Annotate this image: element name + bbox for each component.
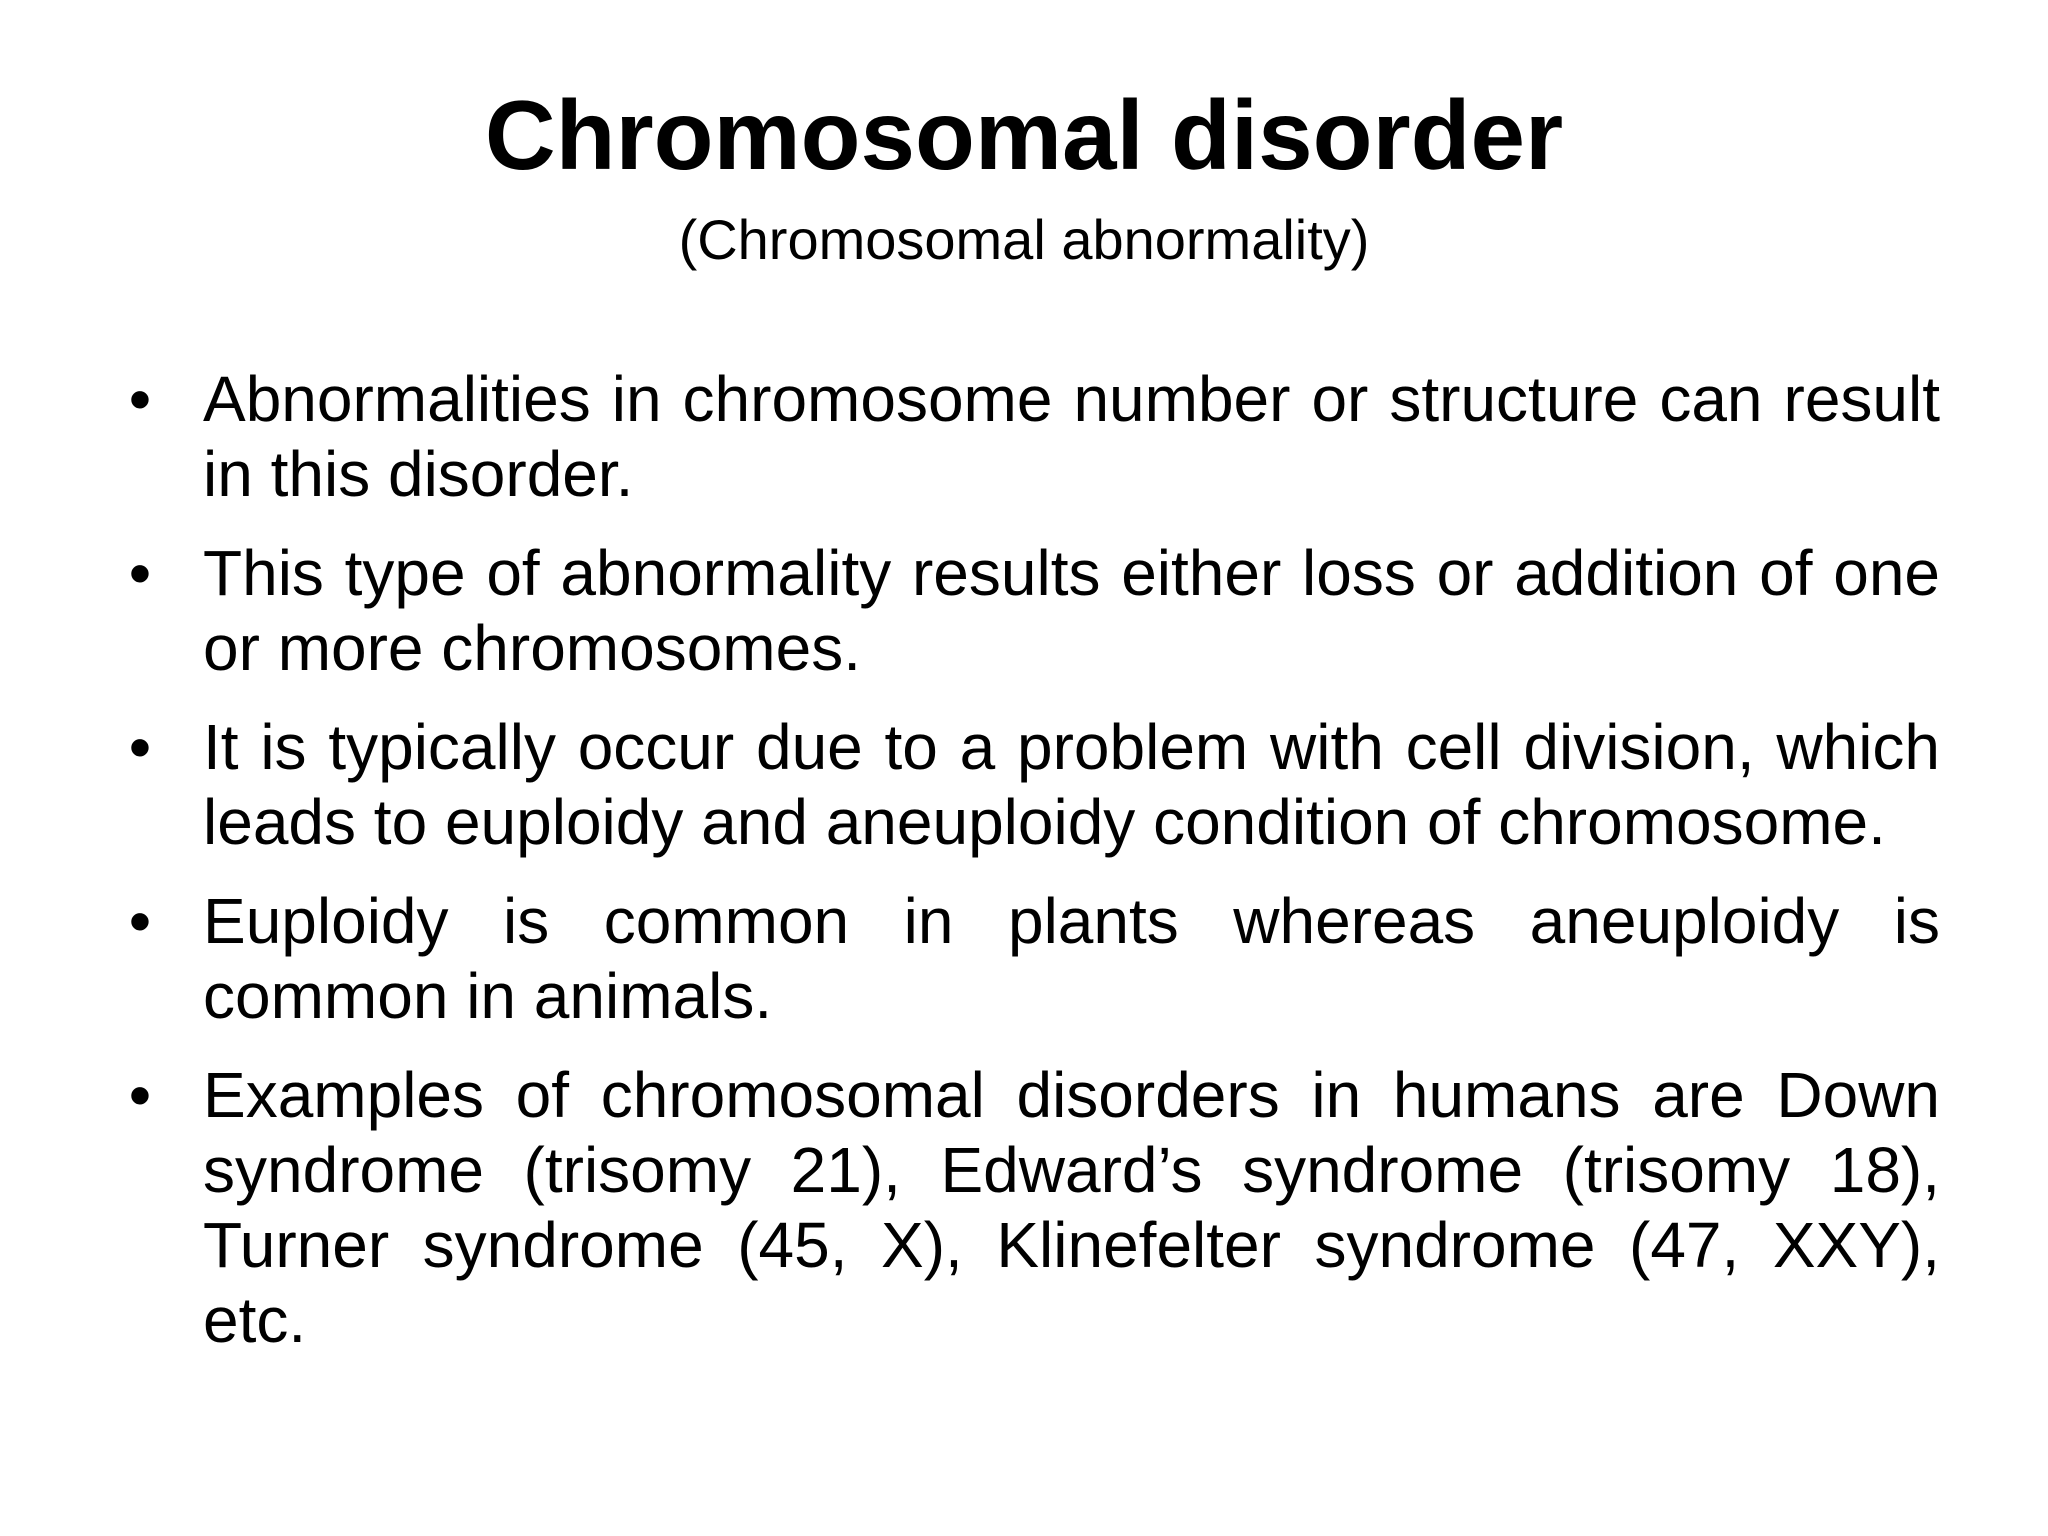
slide-title: Chromosomal disorder: [484, 80, 1564, 190]
bullet-text: It is typically occur due to a problem with cell division, which leads to euploidy and aneuploidy condition of chromosome.: [203, 711, 1940, 858]
bullet-item: [120, 536, 1940, 686]
slide-subtitle: (Chromosomal abnormality): [678, 208, 1370, 271]
bullet-item: [120, 710, 1940, 860]
bullet-item: [120, 1058, 1940, 1358]
bullet-dot-icon: •: [128, 363, 152, 435]
bullet-item: [120, 884, 1940, 1034]
bullet-dot-icon: •: [128, 1059, 152, 1131]
bullet-text: Examples of chromosomal disorders in humans are Down syndrome (trisomy 21), Edward’s syndrome (trisomy 18), Turner syndrome (45, X), Klinefelter syndrome (47, XXY), etc.: [203, 1059, 1940, 1356]
bullet-text: This type of abnormality results either loss or addition of one or more chromosomes.: [203, 537, 1940, 684]
bullet-dot-icon: •: [128, 537, 152, 609]
bullet-text: Abnormalities in chromosome number or structure can result in this disorder.: [203, 363, 1940, 510]
bullet-dot-icon: •: [128, 885, 152, 957]
bullet-dot-icon: •: [128, 711, 152, 783]
bullet-list: [120, 362, 1940, 1382]
bullet-text: Euploidy is common in plants whereas aneuploidy is common in animals.: [203, 885, 1940, 1032]
bullet-item: [120, 362, 1940, 512]
